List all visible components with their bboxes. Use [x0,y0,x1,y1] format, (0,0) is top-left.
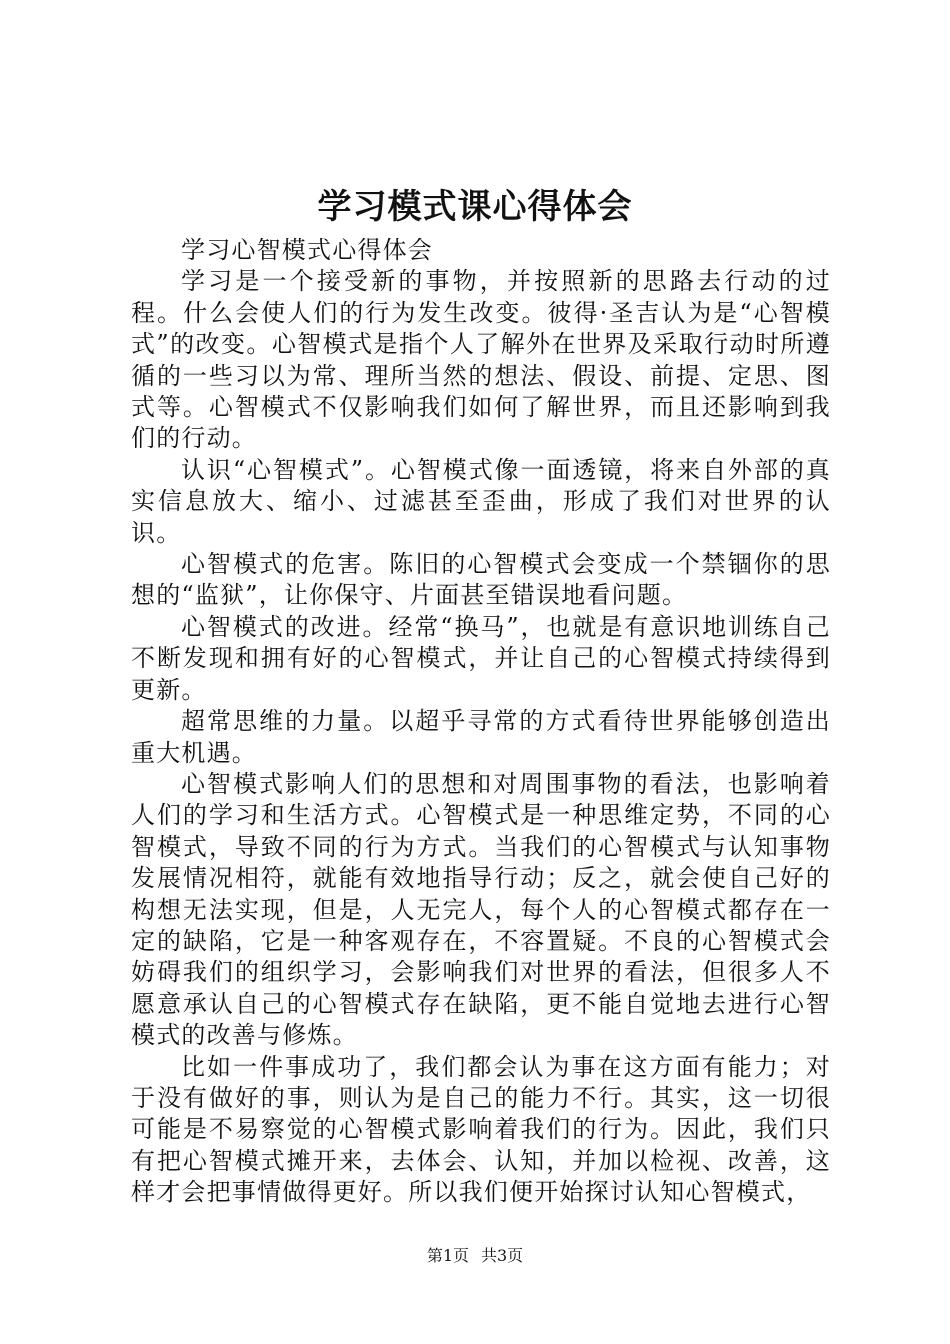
paragraph: 学习是一个接受新的事物，并按照新的思路去行动的过程。什么会使人们的行为发生改变。彼得·圣吉认为是“心智模式”的改变。心智模式是指个人了解外在世界及采取行动时所遵循的一些习以为常、理所当然的想法、假设、前提、定思、图式等。心智模式不仅影响我们如何了解世界，而且还影响到我们的行动。 [131,267,831,453]
paragraph: 心智模式的危害。陈旧的心智模式会变成一个禁锢你的思想的“监狱”，让你保守、片面甚至错误地看问题。 [131,550,831,610]
paragraph: 心智模式的改进。经常“换马”，也就是有意识地训练自己不断发现和拥有好的心智模式，并让自己的心智模式持续得到更新。 [131,612,831,704]
paragraph: 超常思维的力量。以超乎寻常的方式看待世界能够创造出重大机遇。 [131,707,831,767]
document-body [131,235,831,1209]
document-title: 学习模式课心得体会 [317,187,633,227]
page-total: 共3页 [481,1246,524,1265]
paragraph: 心智模式影响人们的思想和对周围事物的看法，也影响着人们的学习和生活方式。心智模式是一种思维定势，不同的心智模式，导致不同的行为方式。当我们的心智模式与认知事物发展情况相符，就能有效地指导行动；反之，就会使自己好的构想无法实现，但是，人无完人，每个人的心智模式都存在一定的缺陷，它是一种客观存在，不容置疑。不良的心智模式会妨碍我们的组织学习，会影响我们对世界的看法，但很多人不愿意承认自己的心智模式存在缺陷，更不能自觉地去进行心智模式的改善与修炼。 [131,769,831,1050]
paragraph: 认识“心智模式”。心智模式像一面透镜，将来自外部的真实信息放大、缩小、过滤甚至歪曲，形成了我们对世界的认识。 [131,455,831,547]
page-footer [0,1246,950,1266]
page-number: 第1页 [426,1246,469,1265]
paragraph: 比如一件事成功了，我们都会认为事在这方面有能力；对于没有做好的事，则认为是自己的能力不行。其实，这一切很可能是不易察觉的心智模式影响着我们的行为。因此，我们只有把心智模式摊开来，去体会、认知，并加以检视、改善，这样才会把事情做得更好。所以我们便开始探讨认知心智模式， [131,1052,831,1207]
paragraph-subtitle: 学习心智模式心得体会 [181,236,433,264]
